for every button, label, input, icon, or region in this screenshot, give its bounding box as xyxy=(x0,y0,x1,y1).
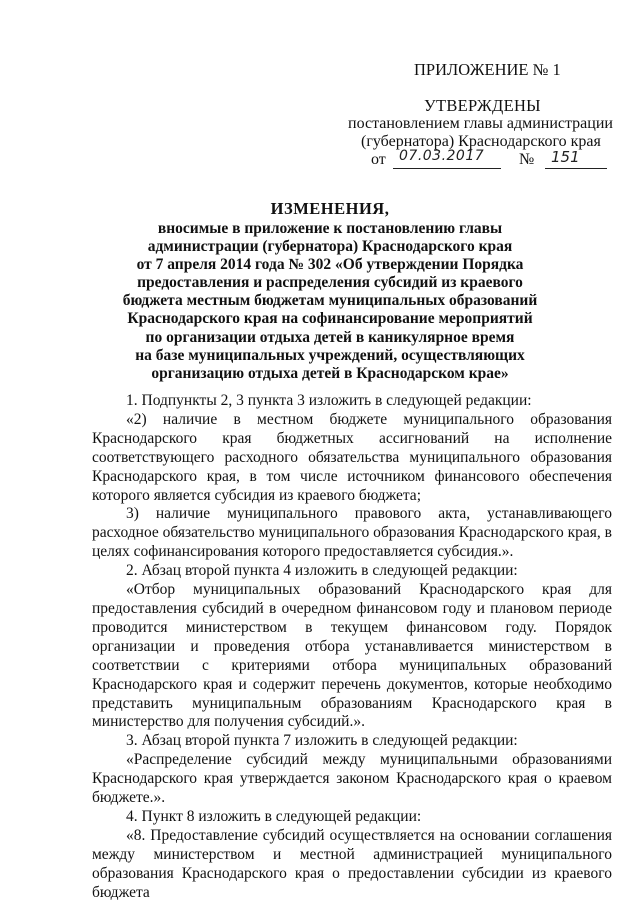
subheading-line: бюджета местным бюджетам муниципальных образований xyxy=(122,292,538,310)
paragraph: «8. Предоставление субсидий осуществляется на основании соглашения между министерством и местной администрацией муниципального образования Краснодарского края о предоставлении субсидии из краевого бюджета xyxy=(92,826,612,901)
paragraph: 3) наличие муниципального правового акта, устанавливающего расходное обязательство муниципального образования Краснодарского края, в целях софинансирования которого предоставляется субсидия.». xyxy=(92,505,612,561)
number-underline xyxy=(545,168,607,169)
subheading-line: предоставления и распределения субсидий из краевого xyxy=(137,274,523,292)
document-subheading xyxy=(80,220,580,383)
subheading-line: на базе муниципальных учреждений, осуществляющих xyxy=(135,346,525,364)
handwritten-number: 151 xyxy=(551,148,580,166)
document-body xyxy=(92,392,612,902)
paragraph: «2) наличие в местном бюджете муниципального образования Краснодарского края бюджетных ассигнований на исполнение соответствующего расходного обязательства муниципального образования Краснодарского края, в том числе источником финансового обеспечения которого является субсидия из краевого бюджета; xyxy=(92,410,612,504)
paragraph-item-4: 4. Пункт 8 изложить в следующей редакции: xyxy=(126,807,422,825)
approved-by-line-2: (губернатора) Краснодарского края xyxy=(361,133,601,150)
number-label: № xyxy=(519,151,535,168)
appendix-label: ПРИЛОЖЕНИЕ № 1 xyxy=(414,60,561,79)
paragraph-item-2: 2. Абзац второй пункта 4 изложить в следующей редакции: xyxy=(126,562,518,580)
subheading-line: вносимые в приложение к постановлению главы xyxy=(157,220,503,237)
approved-title: УТВЕРЖДЕНЫ xyxy=(424,96,541,115)
paragraph-item-3: 3. Абзац второй пункта 7 изложить в следующей редакции: xyxy=(126,732,518,750)
date-prefix: от xyxy=(371,151,386,168)
date-number-row xyxy=(371,148,611,171)
subheading-line: по организации отдыха детей в каникулярное время xyxy=(145,328,515,346)
subheading-line: администрации (губернатора) Краснодарского края xyxy=(147,238,513,256)
subheading-line: Краснодарского края на софинансирование мероприятий xyxy=(127,310,533,328)
subheading-line: от 7 апреля 2014 года № 302 «Об утверждении Порядка xyxy=(136,256,524,274)
subheading-line: организацию отдыха детей в Краснодарском крае» xyxy=(151,364,509,382)
paragraph-item-1: 1. Подпункты 2, 3 пункта 3 изложить в следующей редакции: xyxy=(126,392,532,409)
handwritten-date: 07.03.2017 xyxy=(399,148,485,164)
paragraph: «Распределение субсидий между муниципальными образованиями Краснодарского края утверждается законом Краснодарского края о краевом бюджете.». xyxy=(92,751,612,807)
paragraph: «Отбор муниципальных образований Краснодарского края для предоставления субсидий в очередном финансовом году и плановом периоде проводится министерством в текущем финансовом году. Порядок организации и проведения отбора устанавливается министерством в соответствии с критериями отбора муниципальных образований Краснодарского края и содержит перечень документов, которые необходимо представить муниципальным образованиям Краснодарского края в министерство для получения субсидий.». xyxy=(92,581,612,731)
date-underline xyxy=(393,168,501,169)
document-heading: ИЗМЕНЕНИЯ, xyxy=(270,199,390,218)
approved-by-line-1: постановлением главы администрации xyxy=(348,115,613,132)
